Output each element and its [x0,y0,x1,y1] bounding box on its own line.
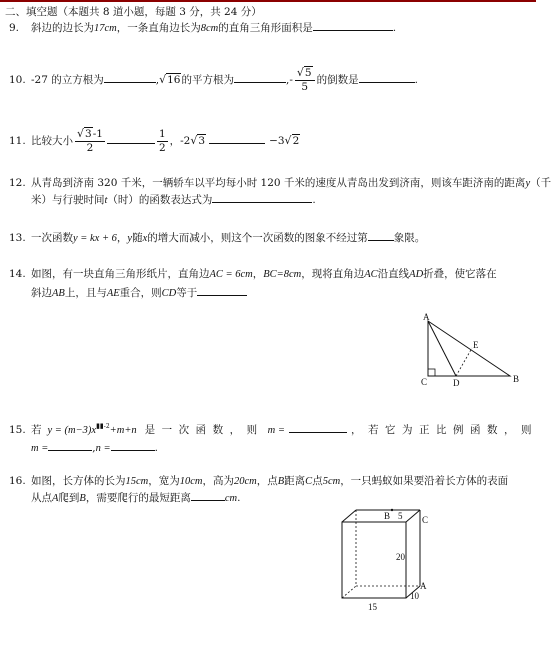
q16-text: ，高为 [202,475,234,487]
q16-unit: cm [190,476,203,487]
q16-text: ，宽为 [148,475,180,487]
question-15-line-2 [31,439,158,456]
q10-fraction: $\frac{√5}{5}$ [295,66,315,94]
q14-text: 折叠，使它落在 [423,268,497,280]
radical-sign: √ [159,73,167,86]
q10-text: 的平方根为 [181,74,234,86]
q11-radicand: 2 [292,135,300,147]
segment-de [456,348,472,376]
cuboid-figure [336,502,436,616]
q9-unit: cm [206,23,219,34]
question-11: 11. 比较大小 $\frac{√3-1}{2}$ $\frac{1}{2}$ ，-2√3 −3√2 [9,127,300,154]
q16-point: B [79,493,86,504]
q15-variable: m = [31,443,49,454]
label-e: E [473,340,479,350]
question-number: 13. [9,232,26,244]
q15-formula-tail: +m+n [109,424,137,436]
q16-point: B [277,476,285,487]
q15-comma: , [92,442,96,454]
q15-formula: y = (m−3)x [47,424,97,436]
q10-period: . [414,74,418,86]
q11-fraction-1: $\frac{√3-1}{2}$ [77,127,103,154]
question-number: 9. [9,22,20,34]
q12-text: 从青岛到济南 320 千米，一辆轿车以平均每小时 120 千米的速度从青岛出发到济南，则该车距济南的距离 [31,177,526,189]
q14-text: 重合，则 [119,287,162,299]
q15-period: . [154,442,158,454]
q10-sqrt-value: 16 [167,74,181,86]
q9-unit: cm [104,23,117,34]
q16-text: ，需要爬行的最短距离 [85,492,191,504]
label-b: B [513,374,520,384]
q14-segment: CD [161,288,177,299]
cuboid-edge [406,510,420,522]
q12-variable: t [104,195,108,206]
header-rule [0,0,536,2]
answer-blank[interactable] [107,132,155,144]
q16-value: 20 [234,476,245,487]
q10-comma: , [285,74,290,86]
answer-blank[interactable] [104,71,156,83]
q15-text: 是一次函数，则 [144,423,264,436]
q16-text: 爬到 [58,492,80,504]
q16-unit: cm [224,493,238,504]
answer-blank[interactable] [359,71,415,83]
q13-variable: y [127,233,133,244]
q9-text: 的直角三角形面积是 [218,22,313,34]
question-number: 15. [9,423,26,436]
q10-comma: , [155,74,160,86]
label-a: A [420,581,427,591]
q16-unit: cm [244,476,257,487]
q16-text: 距离 [284,475,306,487]
q15-text: 若 [31,423,42,436]
question-number: 14. [9,268,26,280]
question-16 [9,474,508,489]
q15-variable: n = [95,443,111,454]
question-number: 11. [9,135,26,147]
q15-text: ，若它为正比例函数，则 [350,423,538,436]
q12-text: （时）的函数表达式为 [107,194,213,206]
q13-text: 随 [132,232,143,244]
q16-value: 5 [322,476,328,487]
cuboid-edge [342,510,356,522]
question-number: 10. [9,74,26,86]
q14-segment: AC [364,269,378,280]
q16-unit: cm [136,476,149,487]
q16-text: ，一只蚂蚁如果要沿着长方体的表面 [340,475,509,487]
label-b: B [384,511,391,521]
q9-period: . [392,22,397,34]
q13-text: 一次函数 [31,232,73,244]
answer-blank[interactable] [191,489,225,501]
q10-fraction-denominator: 5 [301,81,309,93]
q10-negative-sign: - [289,74,293,86]
question-number: 12. [9,177,26,189]
label-c: C [421,377,428,387]
question-13 [9,229,425,246]
q9-text: 斜边的边长为 [31,22,94,34]
question-10 [9,66,418,94]
question-15 [9,419,538,438]
q11-coefficient: −3 [269,135,285,147]
q13-comma: ， [116,232,128,244]
q14-formula: AC = 6cm [209,269,253,280]
q11-coefficient: -2 [180,135,191,147]
q14-text: 如图，有一块直角三角形纸片，直角边 [31,268,210,280]
exponent-mark: ▮▮-2 [96,422,110,430]
q14-text: 沿直线 [377,268,410,280]
answer-blank[interactable] [289,421,347,433]
q14-text: 上，且与 [64,287,107,299]
q14-formula: BC=8cm [263,269,302,280]
q13-text: 象限。 [393,232,426,244]
question-9 [9,19,396,36]
question-16-line-2 [31,489,240,506]
q12-variable: y [525,178,531,189]
q11-radicand: 3 [198,135,206,147]
q12-period: . [312,194,316,206]
q16-unit: cm [327,476,341,487]
q11-text: 比较大小 [31,135,73,147]
label-20: 20 [396,552,405,562]
question-12-line-2 [31,191,316,208]
q16-period: . [237,492,241,504]
answer-blank[interactable] [368,229,394,241]
label-c: C [422,515,429,525]
q14-text: ， [252,268,264,280]
answer-blank[interactable] [48,439,92,451]
q9-value-8: 8 [200,23,206,34]
q14-text: 等于 [176,287,198,299]
q14-segment: AE [106,288,120,299]
q16-point: A [52,493,59,504]
q16-text: 点 [312,475,323,487]
q13-formula: y = kx + 6 [73,233,117,244]
q13-variable: x [142,233,148,244]
question-14 [9,267,497,282]
label-10: 10 [410,591,419,601]
answer-blank[interactable] [209,132,265,144]
label-15: 15 [368,602,377,612]
q14-text: ，现将直角边 [301,268,365,280]
q10-text: 的倒数是 [316,74,359,86]
q11-fraction-2-denominator: 2 [158,141,166,154]
answer-blank[interactable] [234,71,286,83]
answer-blank[interactable] [197,284,247,296]
triangle-abc [428,321,510,376]
q16-point: C [305,476,313,487]
question-14-line-2 [31,284,247,301]
label-5: 5 [398,511,403,521]
q14-segment: AD [409,269,424,280]
q9-text: ，一条直角边长为 [116,22,201,34]
q15-variable: m = [267,424,285,436]
question-12 [9,176,551,191]
cuboid-hidden-edge [342,586,356,598]
label-a: A [423,312,430,322]
answer-blank[interactable] [313,19,393,31]
q11-fraction-1-tail: -1 [92,128,103,140]
q12-text: （千 [530,177,551,189]
triangle-figure [414,312,524,388]
q10-text: -27 的立方根为 [31,74,104,86]
q16-value: 15 [125,476,136,487]
q11-fraction-2 [157,128,168,155]
q16-text: 如图，长方体的长为 [31,475,126,487]
q11-fraction-1-denominator: 2 [86,142,94,154]
question-number: 16. [9,475,26,487]
q14-text: 斜边 [31,287,52,299]
q16-text: 从点 [31,492,52,504]
q13-text: 的增大而减小，则这个一次函数的图象不经过第 [147,232,368,244]
fold-line-ad [428,321,456,376]
q11-fraction-2-numerator: 1 [158,127,166,140]
q11-fraction-1-radicand: 3 [85,128,92,140]
q10-fraction-numerator: 5 [304,67,312,79]
q16-text: ，点 [256,475,278,487]
answer-blank[interactable] [212,191,312,203]
label-d: D [453,378,460,388]
section-title: 二、填空题（本题共 8 道小题，每题 3 分，共 24 分） [5,6,262,18]
q9-value-17: 17 [94,23,105,34]
q16-value: 10 [179,476,191,487]
answer-blank[interactable] [111,439,155,451]
q14-segment: AB [52,288,65,299]
q12-text: 米）与行驶时间 [31,194,105,206]
q11-comma: ， [169,135,181,147]
point-b [391,509,393,511]
right-angle-mark [428,369,435,376]
